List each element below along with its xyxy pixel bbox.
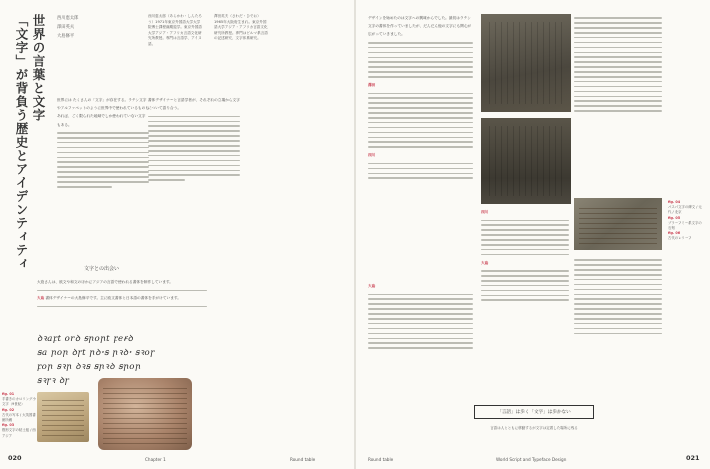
body-column-1 [368, 14, 473, 276]
footer-series: World Script and Typeface Design [496, 457, 567, 462]
clay-tablet-image [98, 378, 192, 450]
script-sample-line: ꝺꝛaꝼt orꝺ ꞩꞃoꞃt ꝼeꞧꝺ [37, 334, 134, 344]
participant-name: 澤田英夫 [57, 25, 75, 30]
figure-caption [668, 200, 704, 242]
footer-section: Round table [368, 457, 394, 462]
pull-quote: 「言語」は歩く「文字」は歩かない [474, 405, 594, 419]
figure-number: fig. 01 [2, 392, 15, 396]
figure-number: fig. 06 [668, 231, 681, 236]
figure-number: fig. 03 [2, 423, 15, 428]
section-body [37, 278, 207, 318]
section-heading: 文字との出会い [84, 266, 120, 272]
stone-inscription-image [481, 14, 571, 112]
script-sample-line: ꞩa ꞃoꞃ ꝺꞅt ꞃꝺꞏꞩ ꞃꝛꝺꞏ ꞩꝛoꞅ [37, 348, 155, 358]
body-column-3 [481, 208, 569, 348]
body-column-2 [574, 14, 662, 194]
figure-caption-text: 手書きのカロリング小文字（9世紀） [2, 397, 36, 407]
page-number: 021 [686, 454, 700, 462]
bio-nishikawa: 西川恵太郎（あらかわ・しんたろう）1971年東京外国語大学大学院博士課程満期退学。東京外国語大学アジア・アフリカ言語文化研究所教授。専門は言語学、アイヌ語。 [148, 14, 202, 46]
intro-paragraph: 世界には たくさんの「文字」が存在する。ラテン文字やアルファベットのように世界中で使われているものもあれば、ごく限られた地域でしか使われていない文字もある。 [57, 98, 149, 127]
figure-caption-text: パスパ文字の碑文 / 元代 / 北京 [668, 205, 702, 215]
intro-paragraph: 書体デザイナーと言語学者が、それぞれの立場から文字について語り合う。 [148, 98, 240, 111]
footer-section: Round table [290, 457, 316, 462]
figure-number: fig. 02 [2, 407, 15, 412]
figure-caption-text: 古代のレリーフ [668, 236, 692, 241]
body-paragraph: デザインを始めたのは文字への興味からでした。最初はラテン文字の書体を作っていましたが、だんだん他の文字にも関心が広がっていきました。 [368, 16, 472, 37]
speaker-label: 澤田 [368, 83, 376, 88]
footer-chapter: Chapter 1 [145, 457, 166, 462]
speaker-text: 書体デザイナーの大島修平です。主に欧文書体と日本語の書体を手がけています。 [45, 296, 181, 301]
figure-caption-text: 楔形文字の粘土板 / 西アジア [2, 428, 36, 438]
intro-column-2 [148, 96, 240, 260]
footer-left [8, 454, 22, 462]
relief-image [481, 118, 571, 204]
speaker-label: 大島 [368, 284, 376, 288]
participant-name: 西川恵太郎 [57, 16, 79, 21]
figure-caption [2, 392, 38, 439]
title-sub: 「文字」が背負う歴史とアイデンティティ [14, 14, 29, 271]
figure-caption-text: ブラーフミー系文字の石刻 [668, 220, 702, 231]
section-lead: 大島さんは、欧文や和文のほかにアジアの言語で使われる書体を制作しています。 [37, 280, 173, 284]
speaker-label: 西川 [368, 153, 376, 158]
right-page [356, 0, 710, 469]
speaker-label: 大島 [481, 260, 489, 265]
footer-right [686, 454, 700, 462]
intro-column-1 [57, 96, 149, 260]
manuscript-image [37, 392, 89, 442]
pull-quote-subtitle: 言語は人とともに移動するが文字は定着した場所に残る [490, 426, 578, 430]
participant-list [57, 14, 78, 41]
bio-sawada: 澤田英夫（さわだ・ひでお）1965年大阪府生まれ。東京外国語大学アジア・アフリカ言語文化研究所教授。専門はビルマ系言語の記述研究、文字体系研究。 [214, 14, 268, 41]
participant-name: 大島修平 [57, 34, 75, 39]
figure-number: fig. 04 [668, 200, 681, 204]
body-column-1b [368, 282, 473, 392]
speaker-label: 西川 [481, 210, 489, 214]
script-sample-line: ꝼoꞃ ꞩꝛꞃ ꝺꝛꞩ ꞩꞃꝛꝺ ꞩꞃoꞃ [37, 362, 141, 372]
tablet-image [574, 198, 662, 250]
page-number: 020 [8, 454, 22, 462]
script-sample-line: ꞩꝛꞅꝛ ꝺꞅ [37, 376, 70, 386]
body-column-4 [574, 256, 662, 396]
figure-number: fig. 05 [668, 215, 681, 220]
left-page [0, 0, 354, 469]
speaker-label: 大島 [37, 296, 45, 301]
title-main: 世界の言葉と文字 [31, 14, 46, 122]
figure-caption-text: 古代の写本 / 大英図書館所蔵 [2, 412, 36, 423]
